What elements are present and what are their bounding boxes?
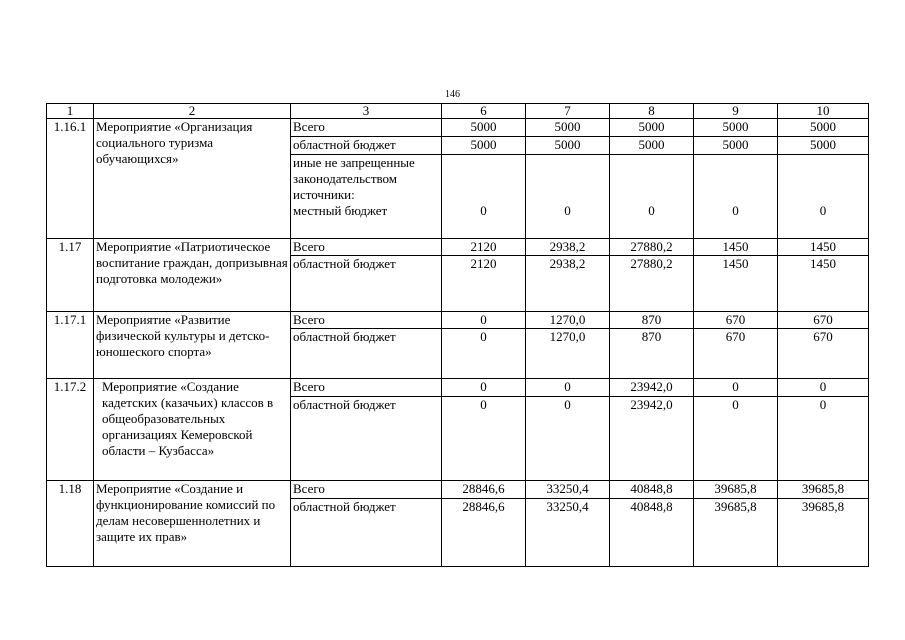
funding-source: Всего <box>291 239 442 256</box>
funding-source: Всего <box>291 481 442 499</box>
item-name: Мероприятие «Организация социального туризма обучающихся» <box>94 119 291 239</box>
table-row <box>47 119 869 137</box>
funding-source: Всего <box>291 379 442 397</box>
value-cell: 0 <box>778 155 869 239</box>
value-cell: 0 <box>778 379 869 397</box>
value-cell: 1450 <box>694 256 778 312</box>
value-cell: 5000 <box>778 137 869 155</box>
value-cell: 39685,8 <box>778 481 869 499</box>
table-row <box>47 239 869 256</box>
value-cell: 0 <box>442 329 526 379</box>
value-cell: 0 <box>442 379 526 397</box>
value-cell: 1270,0 <box>526 329 610 379</box>
table-row <box>47 379 869 397</box>
value-cell: 870 <box>610 312 694 329</box>
value-cell: 5000 <box>694 119 778 137</box>
value-cell: 870 <box>610 329 694 379</box>
value-cell: 0 <box>442 155 526 239</box>
table-row <box>47 481 869 499</box>
header-row <box>47 104 869 119</box>
value-cell: 33250,4 <box>526 499 610 567</box>
header-cell: 10 <box>778 104 869 119</box>
value-cell: 5000 <box>442 137 526 155</box>
value-cell: 5000 <box>526 137 610 155</box>
value-cell: 0 <box>694 397 778 481</box>
value-cell: 0 <box>694 379 778 397</box>
item-number: 1.16.1 <box>47 119 94 239</box>
value-cell: 28846,6 <box>442 499 526 567</box>
value-cell: 2938,2 <box>526 256 610 312</box>
funding-source: иные не запрещенные законодательством источники: местный бюджет <box>291 155 442 239</box>
value-cell: 0 <box>610 155 694 239</box>
item-number: 1.17.2 <box>47 379 94 481</box>
header-cell: 1 <box>47 104 94 119</box>
item-number: 1.17 <box>47 239 94 312</box>
funding-source: Всего <box>291 119 442 137</box>
header-cell: 6 <box>442 104 526 119</box>
item-name: Мероприятие «Патриотическое воспитание граждан, допризывная подготовка молодежи» <box>94 239 291 312</box>
item-name: Мероприятие «Развитие физической культуры и детско-юношеского спорта» <box>94 312 291 379</box>
header-cell: 3 <box>291 104 442 119</box>
value-cell: 0 <box>442 397 526 481</box>
value-cell: 670 <box>778 329 869 379</box>
value-cell: 5000 <box>610 137 694 155</box>
value-cell: 5000 <box>610 119 694 137</box>
value-cell: 5000 <box>778 119 869 137</box>
value-cell: 0 <box>526 397 610 481</box>
table-row <box>47 312 869 329</box>
value-cell: 39685,8 <box>778 499 869 567</box>
funding-source: Всего <box>291 312 442 329</box>
value-cell: 1450 <box>778 239 869 256</box>
item-number: 1.18 <box>47 481 94 567</box>
value-cell: 33250,4 <box>526 481 610 499</box>
value-cell: 23942,0 <box>610 379 694 397</box>
value-cell: 39685,8 <box>694 499 778 567</box>
value-cell: 0 <box>526 379 610 397</box>
header-cell: 2 <box>94 104 291 119</box>
item-name: Мероприятие «Создание и функционирование комиссий по делам несовершеннолетних и защите их прав» <box>94 481 291 567</box>
value-cell: 670 <box>694 312 778 329</box>
funding-source: областной бюджет <box>291 329 442 379</box>
item-number: 1.17.1 <box>47 312 94 379</box>
header-cell: 8 <box>610 104 694 119</box>
funding-source: областной бюджет <box>291 137 442 155</box>
value-cell: 23942,0 <box>610 397 694 481</box>
budget-table <box>46 103 869 567</box>
value-cell: 5000 <box>526 119 610 137</box>
value-cell: 670 <box>778 312 869 329</box>
value-cell: 40848,8 <box>610 481 694 499</box>
header-cell: 9 <box>694 104 778 119</box>
value-cell: 2120 <box>442 256 526 312</box>
value-cell: 5000 <box>442 119 526 137</box>
funding-source: областной бюджет <box>291 397 442 481</box>
item-name: Мероприятие «Создание кадетских (казачьих) классов в общеобразовательных организациях Кемеровской области – Кузбасса» <box>94 379 291 481</box>
page-number: 146 <box>445 89 460 100</box>
value-cell: 0 <box>694 155 778 239</box>
value-cell: 39685,8 <box>694 481 778 499</box>
value-cell: 27880,2 <box>610 239 694 256</box>
funding-source: областной бюджет <box>291 499 442 567</box>
value-cell: 1450 <box>778 256 869 312</box>
value-cell: 2120 <box>442 239 526 256</box>
value-cell: 5000 <box>694 137 778 155</box>
value-cell: 40848,8 <box>610 499 694 567</box>
value-cell: 0 <box>526 155 610 239</box>
value-cell: 28846,6 <box>442 481 526 499</box>
value-cell: 1270,0 <box>526 312 610 329</box>
value-cell: 0 <box>442 312 526 329</box>
value-cell: 670 <box>694 329 778 379</box>
value-cell: 27880,2 <box>610 256 694 312</box>
funding-source: областной бюджет <box>291 256 442 312</box>
value-cell: 2938,2 <box>526 239 610 256</box>
value-cell: 1450 <box>694 239 778 256</box>
value-cell: 0 <box>778 397 869 481</box>
header-cell: 7 <box>526 104 610 119</box>
